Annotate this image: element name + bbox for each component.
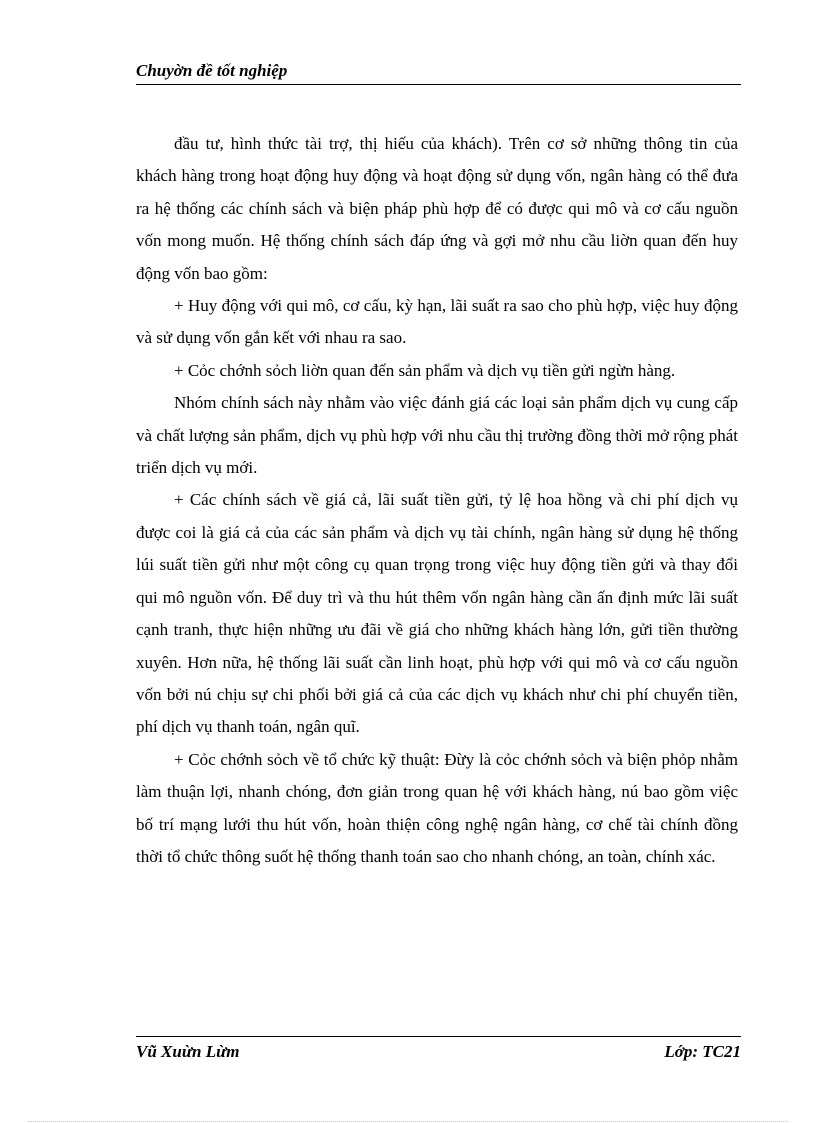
paragraph: Nhóm chính sách này nhằm vào việc đánh giá các loại sản phẩm dịch vụ cung cấp và chất lượng sản phẩm, dịch vụ phù hợp với nhu cầu thị trường đồng thời mở rộng phát triển dịch vụ mới. [136, 393, 738, 478]
footer-class: Lớp: TC21 [664, 1042, 741, 1061]
body-text [136, 128, 738, 873]
paragraph: + Cỏc chớnh sỏch về tổ chức kỹ thuật: Đừy là cỏc chớnh sỏch và biện phỏp nhằm làm thuận lợi, nhanh chóng, đơn giản trong quan hệ với khách hàng, nú bao gồm việc bố trí mạng lưới thu hút vốn, hoàn thiện công nghệ ngân hàng, cơ chế tài chính đồng thời tổ chức thông suốt hệ thống thanh toán sao cho nhanh chóng, an toàn, chính xác. [136, 749, 738, 866]
footer-author: Vũ Xuừn Lừm [136, 1042, 240, 1061]
paragraph: + Cỏc chớnh sỏch liờn quan đến sản phẩm và dịch vụ tiền gửi ngừn hàng. [174, 360, 676, 380]
footer-rule [136, 1036, 741, 1037]
paragraph: đầu tư, hình thức tài trợ, thị hiếu của khách). Trên cơ sở những thông tin của khách hàng trong hoạt động huy động và hoạt động sử dụng vốn, ngân hàng có thể đưa ra hệ thống các chính sách và biện pháp phù hợp để có được qui mô và cơ cấu nguồn vốn mong muốn. Hệ thống chính sách đáp ứng và gợi mở nhu cầu liờn quan đến huy động vốn bao gồm: [136, 134, 738, 283]
paragraph: + Huy động với qui mô, cơ cấu, kỳ hạn, lãi suất ra sao cho phù hợp, việc huy động và sử dụng vốn gắn kết với nhau ra sao. [136, 296, 738, 348]
page-edge-divider [28, 1121, 788, 1122]
paragraph: + Các chính sách về giá cả, lãi suất tiền gửi, tỷ lệ hoa hồng và chi phí dịch vụ được coi là giá cả của các sản phẩm và dịch vụ tài chính, ngân hàng sử dụng hệ thống lúi suất tiền gửi như một công cụ quan trọng trong việc huy động tiền gửi và thay đổi qui mô nguồn vốn. Để duy trì và thu hút thêm vốn ngân hàng cần ấn định mức lãi suất cạnh tranh, thực hiện những ưu đãi về giá cho những khách hàng lớn, gửi tiền thường xuyên. Hơn nữa, hệ thống lãi suất cần linh hoạt, phù hợp với qui mô và cơ cấu nguồn vốn bởi nú chịu sự chi phối bởi giá cả của các dịch vụ khách như chi phí chuyển tiền, phí dịch vụ thanh toán, ngân quĩ. [136, 490, 738, 737]
footer-row [136, 1040, 741, 1064]
header-title: Chuyờn đề tốt nghiệp [136, 61, 288, 80]
page-header [136, 60, 741, 82]
header-rule [136, 84, 741, 85]
